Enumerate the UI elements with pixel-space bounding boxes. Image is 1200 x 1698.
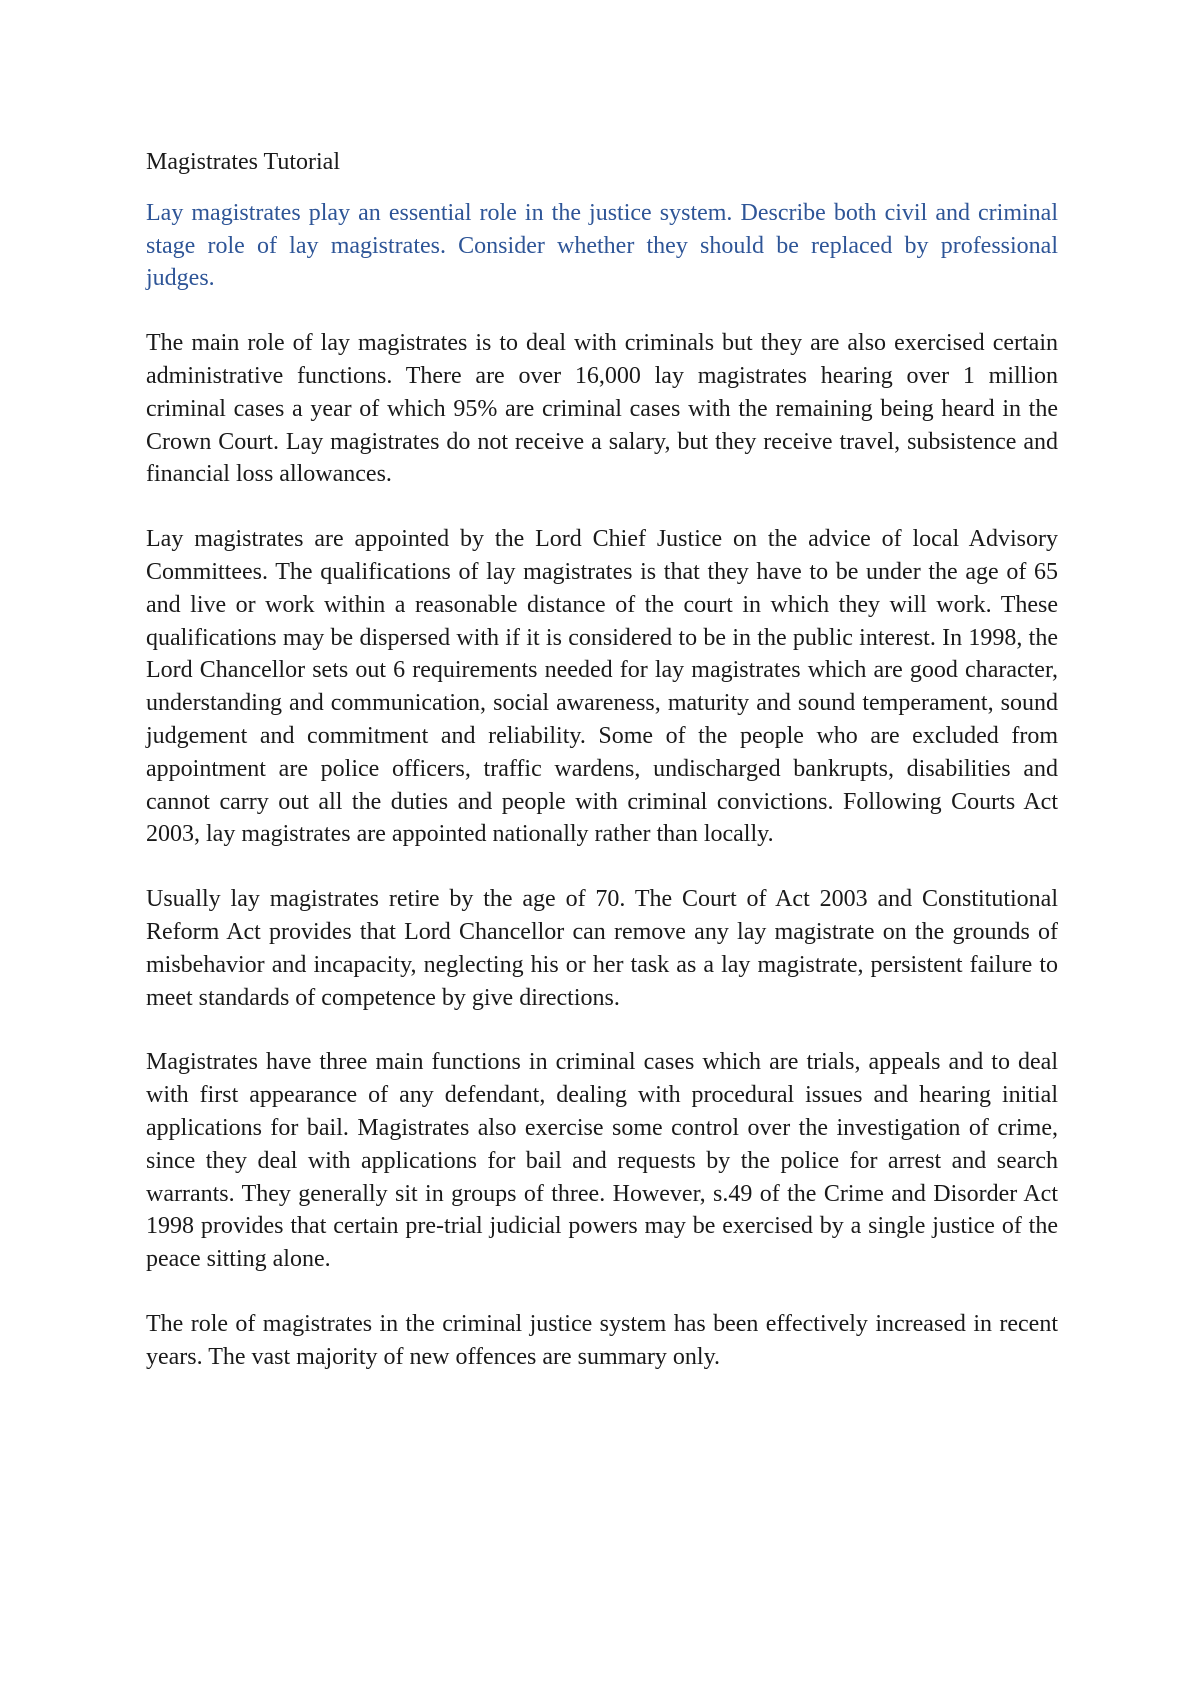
document-title: Magistrates Tutorial [146, 149, 341, 175]
document-page [146, 146, 1058, 1406]
paragraph-role-overview: The main role of lay magistrates is to deal with criminals but they are also exercised certain administrative functions. There are over 16,000 lay magistrates hearing over 1 million criminal cases a year of which 95% are criminal cases with the remaining being heard in the Crown Court. Lay magistrates do not receive a salary, but they receive travel, subsistence and financial loss allowances. [146, 330, 1058, 488]
tutorial-question: Lay magistrates play an essential role in the justice system. Describe both civil and criminal stage role of lay magistrates. Consider whether they should be replaced by professional judges. [146, 199, 1058, 292]
paragraph-retirement-removal: Usually lay magistrates retire by the age of 70. The Court of Act 2003 and Constitutional Reform Act provides that Lord Chancellor can remove any lay magistrate on the grounds of misbehavior and incapacity, neglecting his or her task as a lay magistrate, persistent failure to meet standards of competence by give directions. [146, 886, 1058, 1011]
paragraph-increased-role: The role of magistrates in the criminal justice system has been effectively increased in recent years. The vast majority of new offences are summary only. [146, 1310, 1058, 1370]
paragraph-appointment: Lay magistrates are appointed by the Lord Chief Justice on the advice of local Advisory Committees. The qualifications of lay magistrates is that they have to be under the age of 65 and live or work within a reasonable distance of the court in which they will work. These qualifications may be dispersed with if it is considered to be in the public interest. In 1998, the Lord Chancellor sets out 6 requirements needed for lay magistrates which are good character, understanding and communication, social awareness, maturity and sound temperament, sound judgement and commitment and reliability. Some of the people who are excluded from appointment are police officers, traffic wardens, undischarged bankrupts, disabilities and cannot carry out all the duties and people with criminal convictions. Following Courts Act 2003, lay magistrates are appointed nationally rather than locally. [146, 526, 1058, 848]
paragraph-criminal-functions: Magistrates have three main functions in criminal cases which are trials, appeals and to deal with first appearance of any defendant, dealing with procedural issues and hearing initial applications for bail. Magistrates also exercise some control over the investigation of crime, since they deal with applications for bail and requests by the police for arrest and search warrants. They generally sit in groups of three. However, s.49 of the Crime and Disorder Act 1998 provides that certain pre-trial judicial powers may be exercised by a single justice of the peace sitting alone. [146, 1049, 1058, 1273]
